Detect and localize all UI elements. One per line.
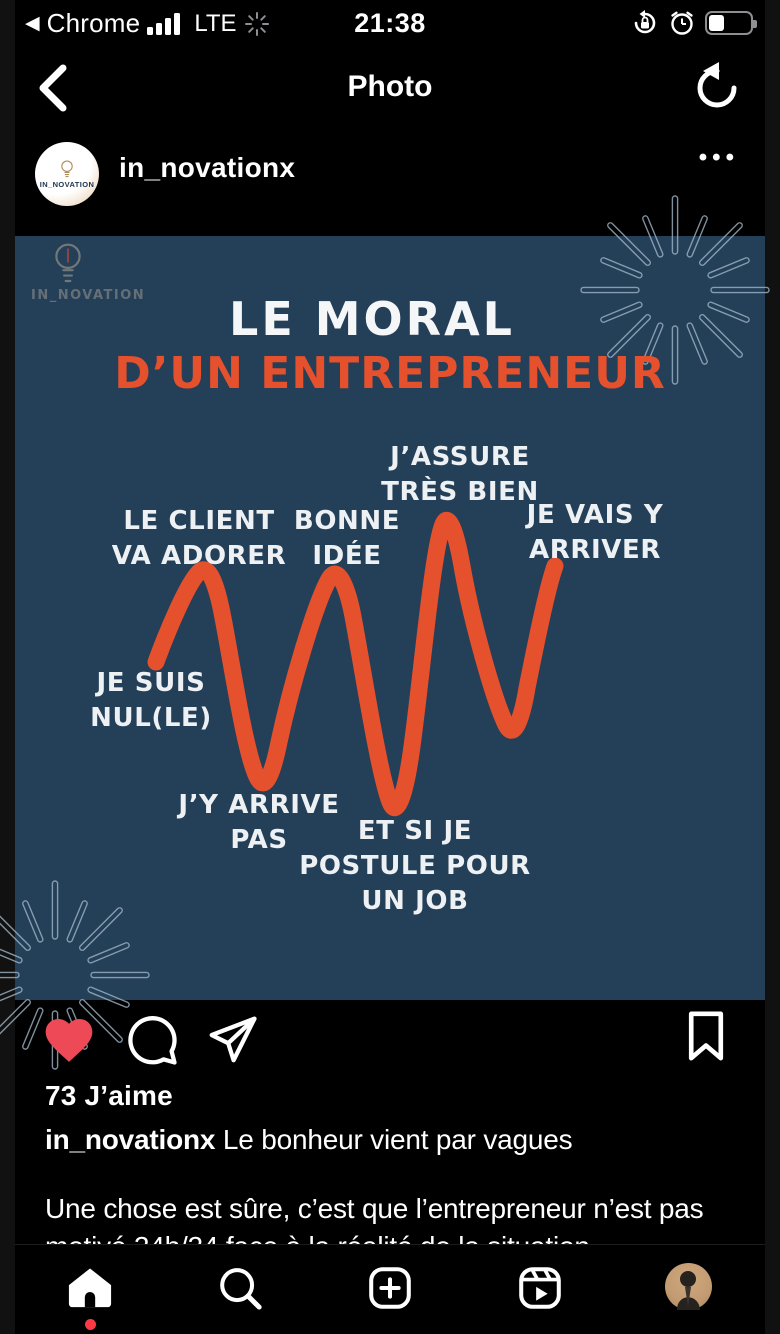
- avatar-brand-text: IN_NOVATION: [39, 179, 95, 189]
- label-jy-arrive-pas: J’Y ARRIVE PAS: [178, 790, 340, 855]
- phone-screen: [15, 0, 765, 1334]
- rotation-lock-icon: [631, 9, 659, 37]
- share-icon[interactable]: [205, 1012, 259, 1068]
- heart-icon[interactable]: [41, 1014, 97, 1066]
- watermark-text: IN_NOVATION: [31, 288, 146, 303]
- label-et-si-je-postule: ET SI JE POSTULE POUR UN JOB: [299, 816, 531, 916]
- reload-icon[interactable]: [691, 60, 743, 116]
- profile-photo-silhouette: [665, 1263, 712, 1310]
- poster-title-line1: LE MORAL: [229, 292, 515, 346]
- search-icon[interactable]: [217, 1265, 263, 1311]
- post-username[interactable]: in_novationx: [119, 152, 296, 183]
- tab-bar: [15, 1244, 765, 1334]
- caption-line: [45, 1124, 735, 1156]
- caption-body: Une chose est sûre, c’est que l’entrepreneur n’est pas: [45, 1193, 704, 1224]
- nav-bar: [15, 50, 765, 128]
- label-je-suis-nulle: JE SUIS NUL(LE): [90, 668, 212, 733]
- label-jassure: J’ASSURE TRÈS BIEN: [381, 442, 539, 507]
- caption-text: Le bonheur vient par vagues: [222, 1124, 573, 1155]
- page-title: Photo: [347, 70, 433, 103]
- post-image[interactable]: [15, 236, 765, 1000]
- network-type-label: LTE: [194, 9, 237, 37]
- back-to-app-icon[interactable]: ◀: [25, 12, 40, 34]
- more-options-icon[interactable]: •••: [698, 144, 739, 171]
- alarm-icon: [668, 9, 696, 37]
- profile-tab-avatar[interactable]: [665, 1263, 712, 1310]
- create-icon[interactable]: [367, 1265, 413, 1311]
- label-bonne-idee: BONNE IDÉE: [293, 506, 401, 571]
- label-je-vais-y-arriver: JE VAIS Y ARRIVER: [526, 500, 664, 565]
- label-le-client-va-adorer: LE CLIENT VA ADORER: [111, 506, 287, 571]
- action-bar: [15, 1008, 765, 1080]
- battery-icon: [705, 11, 753, 35]
- poster-title-line2: D’UN ENTREPRENEUR: [114, 348, 666, 399]
- bookmark-icon[interactable]: [687, 1010, 725, 1062]
- status-bar: [15, 0, 765, 50]
- likes-count[interactable]: 73 J’aime: [45, 1080, 173, 1111]
- home-activity-badge: [85, 1319, 96, 1330]
- reels-icon[interactable]: [517, 1265, 563, 1311]
- lightbulb-icon: [59, 160, 75, 178]
- clock-time: 21:38: [354, 8, 426, 38]
- caption-username[interactable]: in_novationx: [45, 1124, 216, 1155]
- comment-icon[interactable]: [125, 1012, 179, 1068]
- home-icon[interactable]: [67, 1265, 113, 1311]
- back-to-app-label[interactable]: Chrome: [46, 8, 141, 38]
- profile-avatar[interactable]: [35, 142, 99, 206]
